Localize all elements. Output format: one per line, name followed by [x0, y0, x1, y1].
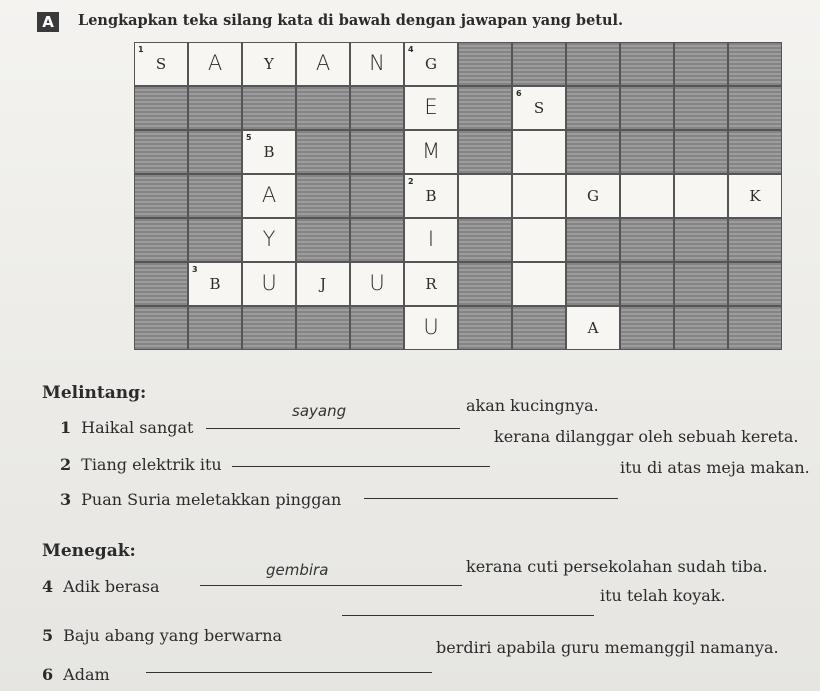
handwritten-letter: I [427, 227, 435, 251]
clue-text: Adik berasa [63, 577, 160, 596]
grid-cell[interactable] [512, 86, 566, 130]
handwritten-letter: Y [262, 227, 276, 251]
grid-cell[interactable] [242, 218, 296, 262]
clue-3 [60, 490, 341, 509]
grid-cell[interactable] [242, 130, 296, 174]
clue-number: 3 [60, 490, 72, 509]
grid-cell[interactable] [350, 42, 404, 86]
grid-cell[interactable] [404, 174, 458, 218]
grid-cell[interactable] [404, 42, 458, 86]
clue-text: Tiang elektrik itu [81, 455, 222, 474]
melintang-title: Melintang: [42, 383, 147, 403]
grid-cell-shaded [134, 86, 188, 130]
grid-cell-shaded [134, 262, 188, 306]
grid-cell[interactable] [566, 174, 620, 218]
handwritten-answer-1: sayang [292, 402, 347, 420]
clue-number: 6 [42, 665, 54, 684]
grid-row [134, 130, 782, 174]
section-badge: A [37, 12, 59, 32]
handwritten-letter: U [369, 271, 385, 295]
grid-cell-shaded [674, 42, 728, 86]
grid-cell-shaded [620, 262, 674, 306]
grid-cell-shaded [620, 86, 674, 130]
grid-cell[interactable] [188, 42, 242, 86]
grid-cell-shaded [566, 218, 620, 262]
handwritten-letter: E [424, 95, 438, 119]
grid-row [134, 306, 782, 350]
handwritten-letter: A [207, 51, 223, 75]
grid-cell-shaded [512, 306, 566, 350]
clue-number: 1 [60, 418, 72, 437]
grid-row [134, 86, 782, 130]
grid-cell-shaded [188, 306, 242, 350]
handwritten-letter: U [423, 315, 439, 339]
grid-cell-shaded [134, 306, 188, 350]
grid-cell-shaded [188, 218, 242, 262]
grid-cell-shaded [134, 174, 188, 218]
grid-cell-shaded [620, 306, 674, 350]
cell-number: 1 [138, 45, 144, 54]
clue-4 [42, 577, 159, 596]
cell-number: 2 [408, 177, 414, 186]
clue-tail-5: itu telah koyak. [600, 586, 726, 605]
clue-5 [42, 626, 282, 645]
grid-row [134, 174, 782, 218]
clue-tail-1: akan kucingnya. [466, 396, 599, 415]
grid-cell[interactable] [296, 262, 350, 306]
grid-cell-shaded [728, 130, 782, 174]
printed-letter: Y [264, 55, 274, 73]
grid-cell-shaded [566, 262, 620, 306]
grid-cell-shaded [350, 174, 404, 218]
answer-blank-2[interactable] [232, 466, 490, 467]
grid-cell[interactable] [404, 306, 458, 350]
grid-cell-shaded [566, 86, 620, 130]
grid-cell-shaded [242, 86, 296, 130]
cell-number: 3 [192, 265, 198, 274]
grid-cell-shaded [674, 130, 728, 174]
grid-cell-shaded [134, 218, 188, 262]
grid-cell-shaded [674, 86, 728, 130]
answer-blank-1[interactable] [206, 428, 460, 429]
grid-cell-shaded [458, 262, 512, 306]
grid-cell[interactable] [512, 130, 566, 174]
grid-cell-shaded [458, 306, 512, 350]
clue-text: Haikal sangat [81, 418, 194, 437]
clue-tail-3: itu di atas meja makan. [620, 458, 810, 477]
clue-6 [42, 665, 110, 684]
grid-cell[interactable] [188, 262, 242, 306]
grid-cell-shaded [566, 42, 620, 86]
clue-number: 5 [42, 626, 54, 645]
printed-letter: A [587, 319, 599, 337]
answer-blank-3[interactable] [364, 498, 618, 499]
grid-cell[interactable] [296, 42, 350, 86]
grid-cell-shaded [566, 130, 620, 174]
grid-cell-shaded [350, 130, 404, 174]
cell-number: 5 [246, 133, 252, 142]
grid-cell-shaded [296, 130, 350, 174]
answer-blank-4[interactable] [200, 585, 462, 586]
grid-cell[interactable] [620, 174, 674, 218]
clue-2 [60, 455, 222, 474]
grid-cell[interactable] [728, 174, 782, 218]
grid-cell-shaded [350, 86, 404, 130]
grid-cell[interactable] [404, 130, 458, 174]
cell-number: 4 [408, 45, 414, 54]
grid-row [134, 42, 782, 86]
cell-number: 6 [516, 89, 522, 98]
printed-letter: B [209, 275, 221, 293]
grid-cell[interactable] [512, 262, 566, 306]
grid-cell-shaded [188, 86, 242, 130]
grid-cell-shaded [296, 86, 350, 130]
printed-letter: R [425, 275, 437, 293]
clue-text: Baju abang yang berwarna [63, 626, 283, 645]
clue-tail-4: kerana cuti persekolahan sudah tiba. [466, 557, 768, 576]
grid-cell-shaded [188, 130, 242, 174]
clue-number: 2 [60, 455, 72, 474]
grid-cell-shaded [728, 42, 782, 86]
grid-cell-shaded [728, 86, 782, 130]
grid-cell[interactable] [512, 174, 566, 218]
grid-cell-shaded [620, 218, 674, 262]
handwritten-answer-4: gembira [266, 561, 329, 579]
grid-cell[interactable] [242, 262, 296, 306]
grid-cell[interactable] [404, 86, 458, 130]
handwritten-letter: M [421, 139, 441, 163]
handwritten-letter: A [315, 51, 331, 75]
grid-cell-shaded [674, 218, 728, 262]
grid-cell[interactable] [404, 218, 458, 262]
grid-cell-shaded [458, 218, 512, 262]
grid-cell-shaded [674, 306, 728, 350]
printed-letter: S [155, 55, 167, 73]
grid-row [134, 262, 782, 306]
grid-cell-shaded [512, 42, 566, 86]
clue-text: Puan Suria meletakkan pinggan [81, 490, 342, 509]
crossword-grid [134, 42, 782, 358]
grid-cell[interactable] [674, 174, 728, 218]
grid-row [134, 218, 782, 262]
printed-letter: J [319, 275, 326, 293]
grid-cell-shaded [296, 174, 350, 218]
printed-letter: B [263, 143, 275, 161]
grid-cell[interactable] [350, 262, 404, 306]
grid-cell-shaded [296, 306, 350, 350]
grid-cell[interactable] [242, 42, 296, 86]
menegak-title: Menegak: [42, 541, 136, 561]
clue-tail-2: kerana dilanggar oleh sebuah kereta. [494, 427, 799, 446]
printed-letter: B [425, 187, 437, 205]
grid-cell-shaded [350, 306, 404, 350]
grid-cell-shaded [674, 262, 728, 306]
handwritten-letter: N [369, 51, 385, 75]
instruction-text: Lengkapkan teka silang kata di bawah dengan jawapan yang betul. [78, 12, 624, 29]
answer-blank-6[interactable] [146, 672, 432, 673]
grid-cell[interactable] [566, 306, 620, 350]
clue-text: Adam [63, 665, 110, 684]
handwritten-letter: A [261, 183, 277, 207]
grid-cell[interactable] [458, 174, 512, 218]
printed-letter: G [587, 187, 599, 205]
grid-cell-shaded [728, 218, 782, 262]
grid-cell-shaded [458, 42, 512, 86]
clue-1 [60, 418, 193, 437]
grid-cell-shaded [458, 130, 512, 174]
grid-cell-shaded [620, 42, 674, 86]
grid-cell[interactable] [512, 218, 566, 262]
printed-letter: K [749, 187, 761, 205]
grid-cell[interactable] [242, 174, 296, 218]
printed-letter: G [425, 55, 437, 73]
handwritten-letter: U [261, 271, 277, 295]
grid-cell-shaded [350, 218, 404, 262]
printed-letter: S [533, 99, 545, 117]
grid-cell-shaded [728, 262, 782, 306]
grid-cell-shaded [134, 130, 188, 174]
grid-cell-shaded [188, 174, 242, 218]
grid-cell-shaded [242, 306, 296, 350]
clue-tail-6: berdiri apabila guru memanggil namanya. [436, 638, 779, 657]
grid-cell[interactable] [134, 42, 188, 86]
grid-cell-shaded [728, 306, 782, 350]
grid-cell-shaded [458, 86, 512, 130]
grid-cell-shaded [620, 130, 674, 174]
grid-cell-shaded [296, 218, 350, 262]
grid-cell[interactable] [404, 262, 458, 306]
clue-number: 4 [42, 577, 54, 596]
answer-blank-5[interactable] [342, 615, 594, 616]
